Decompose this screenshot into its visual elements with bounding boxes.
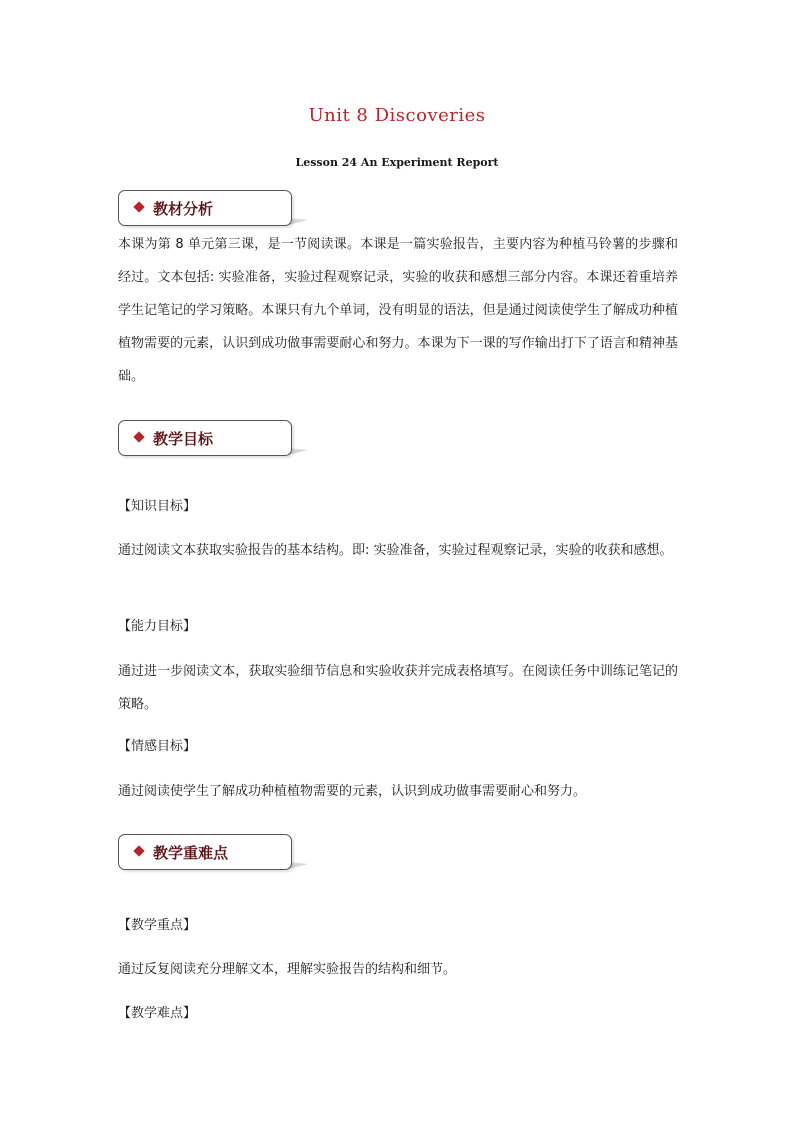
heading-box [118, 420, 292, 456]
diamond-bullet-icon [133, 845, 144, 856]
heading-box [118, 190, 292, 226]
section-heading-label: 教学重难点 [153, 844, 229, 862]
knowledge-objective-label: 【知识目标】 [118, 499, 197, 514]
section-heading-label: 教学目标 [153, 430, 214, 448]
heading-box [118, 834, 292, 870]
knowledge-objective-text: 通过阅读文本获取实验报告的基本结构。即: 实验准备，实验过程观察记录，实验的收获和感想。 [118, 543, 673, 558]
teaching-focus-label: 【教学重点】 [118, 918, 197, 933]
section-heading-analysis [118, 190, 292, 226]
analysis-paragraph: 本课为第 8 单元第三课，是一节阅读课。本课是一篇实验报告，主要内容为种植马铃薯的步骤和经过。文本包括: 实验准备，实验过程观察记录，实验的收获和感想三部分内容。本课还着重培养学生记笔记的学习策略。本课只有九个单词，没有明显的语法，但是通过阅读使学生了解成功种植植物需要的元素，认识到成功做事需要耐心和努力。本课为下一课的写作输出打下了语言和精神基础。 [118, 237, 678, 384]
diamond-bullet-icon [133, 431, 144, 442]
page-subtitle: Lesson 24 An Experiment Report [295, 156, 499, 169]
page-title: Unit 8 Discoveries [308, 105, 486, 126]
emotion-objective-label: 【情感目标】 [118, 739, 197, 754]
ability-objective-label: 【能力目标】 [118, 619, 197, 634]
emotion-objective-text: 通过阅读使学生了解成功种植植物需要的元素，认识到成功做事需要耐心和努力。 [118, 784, 587, 799]
teaching-focus-text: 通过反复阅读充分理解文本，理解实验报告的结构和细节。 [118, 962, 457, 977]
section-heading-label: 教材分析 [153, 200, 214, 218]
section-heading-objectives [118, 420, 292, 456]
teaching-difficulty-label: 【教学难点】 [118, 1006, 197, 1021]
ability-objective-text: 通过进一步阅读文本，获取实验细节信息和实验收获并完成表格填写。在阅读任务中训练记笔记的策略。 [118, 664, 678, 712]
section-heading-key-points [118, 834, 292, 870]
diamond-bullet-icon [133, 201, 144, 212]
